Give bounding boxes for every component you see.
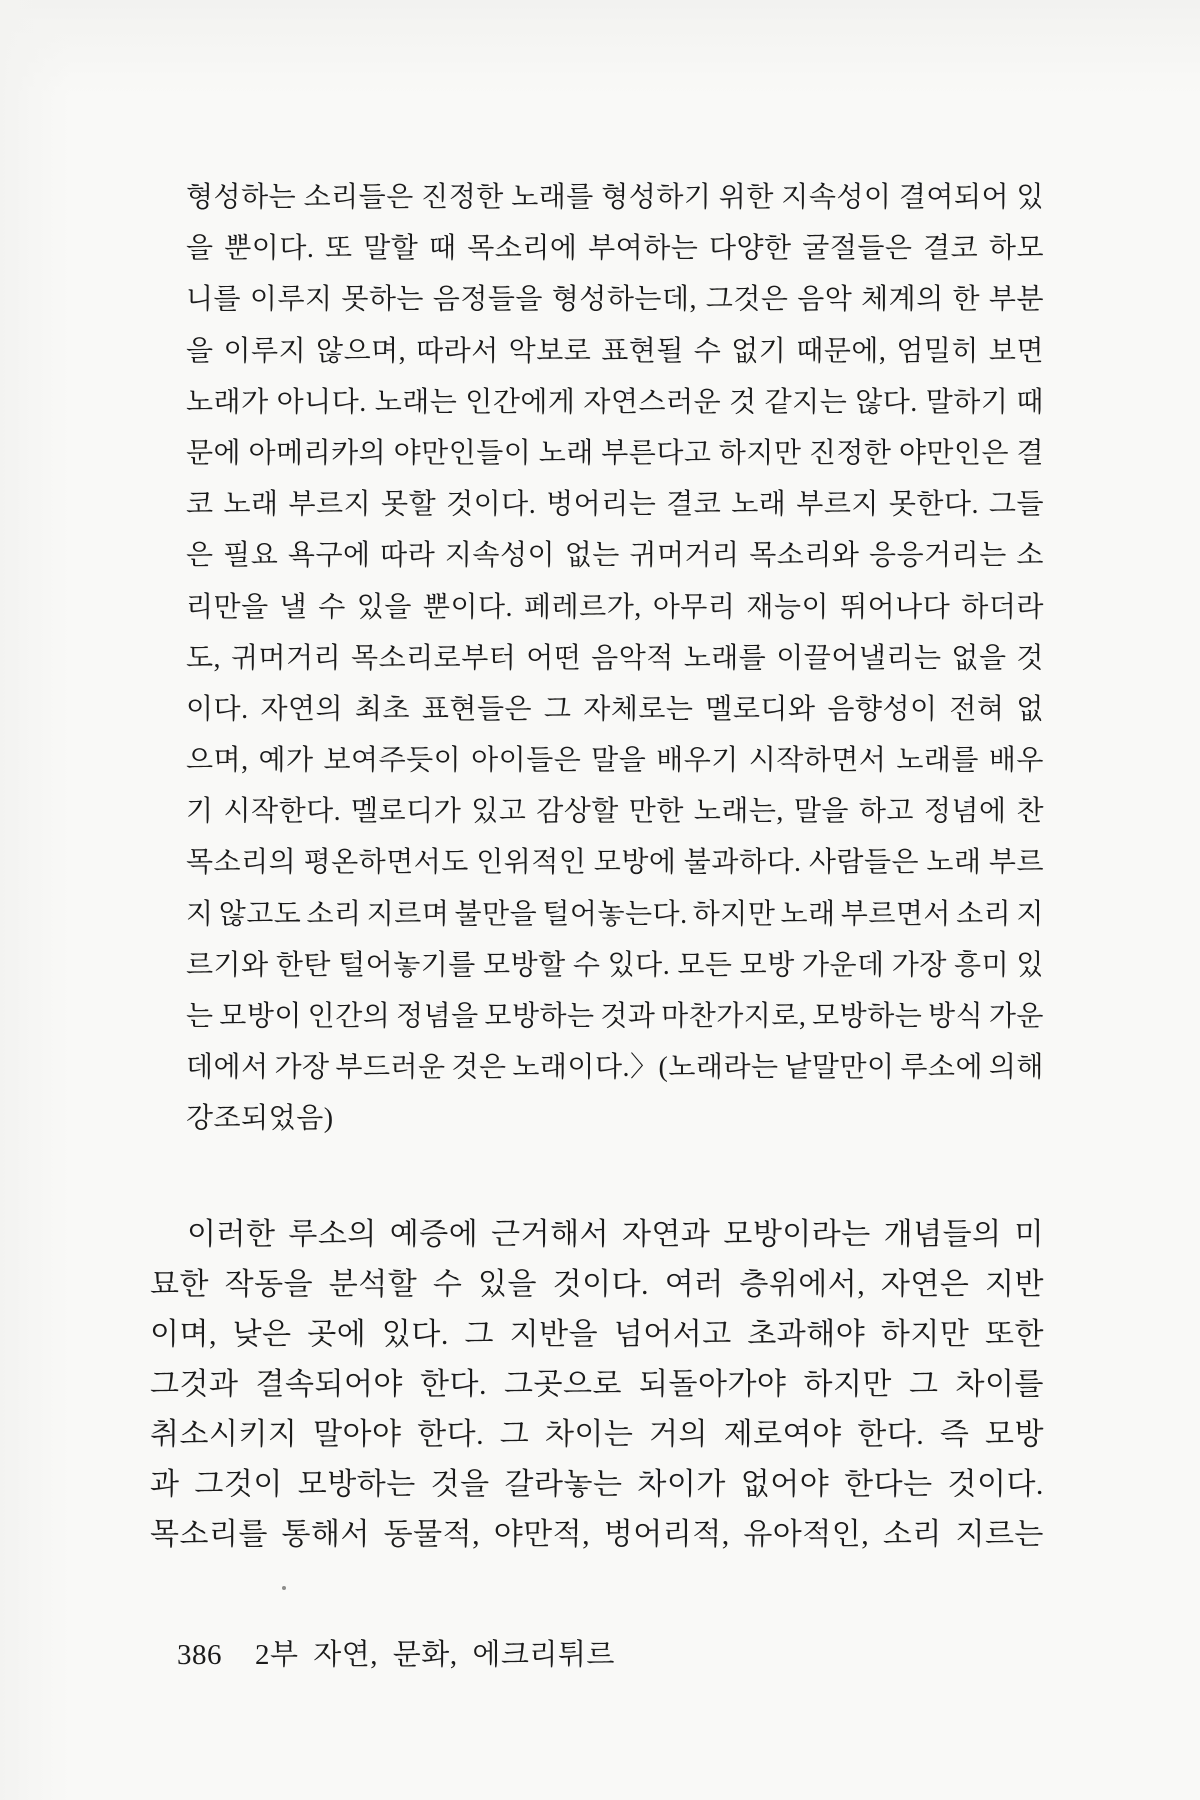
body-line: 그것과 결속되어야 한다. 그곳으로 되돌아가야 하지만 그 차이를 bbox=[150, 1368, 1044, 1401]
body-line: 취소시키지 말아야 한다. 그 차이는 거의 제로여야 한다. 즉 모방 bbox=[150, 1418, 1044, 1451]
quote-line: 코 노래 부르지 못할 것이다. 벙어리는 결코 노래 부르지 못한다. 그들 bbox=[186, 489, 1044, 521]
quote-line: 르기와 한탄 털어놓기를 모방할 수 있다. 모든 모방 가운데 가장 흥미 있 bbox=[186, 949, 1044, 981]
body-paragraph bbox=[150, 1210, 1044, 1560]
page-number: 386 bbox=[177, 1639, 222, 1671]
quote-line: 노래가 아니다. 노래는 인간에게 자연스러운 것 같지는 않다. 말하기 때 bbox=[186, 386, 1044, 418]
body-line: 이며, 낮은 곳에 있다. 그 지반을 넘어서고 초과해야 하지만 또한 bbox=[150, 1318, 1044, 1351]
quote-line: 목소리의 평온하면서도 인위적인 모방에 불과하다. 사람들은 노래 부르 bbox=[186, 847, 1044, 879]
quote-line: 니를 이루지 못하는 음정들을 형성하는데, 그것은 음악 체계의 한 부분 bbox=[186, 284, 1044, 316]
scan-shading-top bbox=[0, 0, 1200, 95]
body-line: 목소리를 통해서 동물적, 야만적, 벙어리적, 유아적인, 소리 지르는 bbox=[150, 1518, 1044, 1551]
scan-shading-left bbox=[0, 0, 70, 1800]
block-quote bbox=[186, 172, 1044, 1145]
quote-line: 지 않고도 소리 지르며 불만을 털어놓는다. 하지만 노래 부르면서 소리 지 bbox=[186, 898, 1044, 930]
quote-line: 도, 귀머거리 목소리로부터 어떤 음악적 노래를 이끌어낼리는 없을 것 bbox=[186, 642, 1044, 674]
quote-line: 데에서 가장 부드러운 것은 노래이다.〉(노래라는 낱말만이 루소에 의해 bbox=[186, 1052, 1044, 1084]
section-title: 2부 자연, 문화, 에크리튀르 bbox=[255, 1639, 615, 1671]
quote-line: 강조되었음) bbox=[186, 1103, 334, 1135]
quote-line: 을 뿐이다. 또 말할 때 목소리에 부여하는 다양한 굴절들은 결코 하모 bbox=[186, 233, 1044, 265]
body-line: 묘한 작동을 분석할 수 있을 것이다. 여러 층위에서, 자연은 지반 bbox=[150, 1268, 1044, 1301]
scan-speck bbox=[282, 1586, 286, 1590]
page-footer bbox=[177, 1632, 615, 1673]
quote-line: 을 이루지 않으며, 따라서 악보로 표현될 수 없기 때문에, 엄밀히 보면 bbox=[186, 335, 1044, 367]
body-line: 이러한 루소의 예증에 근거해서 자연과 모방이라는 개념들의 미 bbox=[187, 1218, 1044, 1251]
body-line: 과 그것이 모방하는 것을 갈라놓는 차이가 없어야 한다는 것이다. bbox=[150, 1468, 1044, 1501]
quote-line: 은 필요 욕구에 따라 지속성이 없는 귀머거리 목소리와 응응거리는 소 bbox=[186, 540, 1044, 572]
quote-line: 이다. 자연의 최초 표현들은 그 자체로는 멜로디와 음향성이 전혀 없 bbox=[186, 693, 1044, 725]
quote-line: 리만을 낼 수 있을 뿐이다. 페레르가, 아무리 재능이 뛰어나다 하더라 bbox=[186, 591, 1044, 623]
quote-line: 는 모방이 인간의 정념을 모방하는 것과 마찬가지로, 모방하는 방식 가운 bbox=[186, 1001, 1044, 1032]
quote-line: 으며, 예가 보여주듯이 아이들은 말을 배우기 시작하면서 노래를 배우 bbox=[186, 745, 1044, 777]
quote-line: 문에 아메리카의 야만인들이 노래 부른다고 하지만 진정한 야만인은 결 bbox=[186, 437, 1044, 469]
quote-line: 형성하는 소리들은 진정한 노래를 형성하기 위한 지속성이 결여되어 있 bbox=[186, 182, 1044, 213]
quote-line: 기 시작한다. 멜로디가 있고 감상할 만한 노래는, 말을 하고 정념에 찬 bbox=[186, 796, 1044, 828]
